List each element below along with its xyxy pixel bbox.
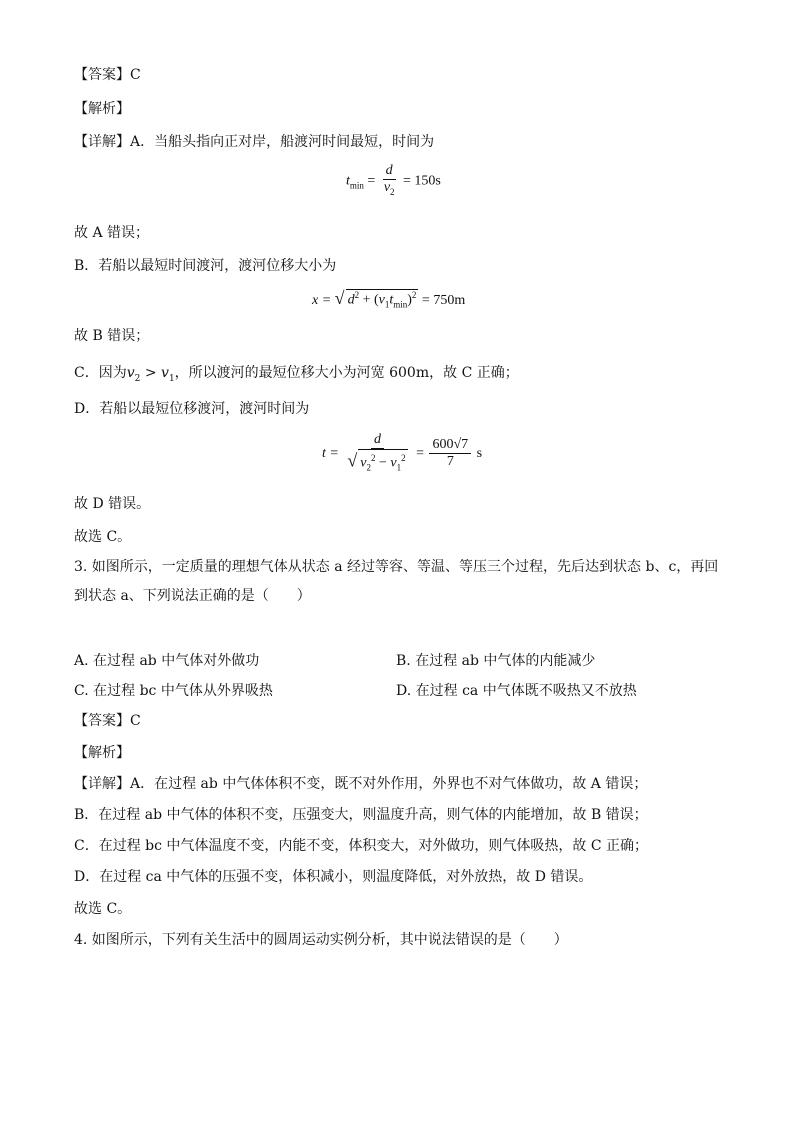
formula-t: t: [346, 173, 350, 189]
formula-t-min-displacement: t = $\frac{d}{√ v_2^2 - v_1^2}$ = $\frac{600√7}{7}$ s: [322, 432, 482, 475]
conclusion-d: 故 D 错误。: [74, 496, 151, 512]
q3-detail-d: D．在过程 ca 中气体的压强不变，体积减小，则温度降低，对外放热，故 D 错误。: [74, 869, 593, 885]
q3-detail-b: B．在过程 ab 中气体的体积不变，压强变大，则温度升高，则气体的内能增加，故 B 错误；: [74, 807, 648, 823]
formula-den-sub: 2: [390, 186, 395, 197]
analysis-label: 【解析】: [74, 101, 130, 117]
q3-analysis-label: 【解析】: [74, 745, 130, 761]
formula3-num: d: [371, 432, 384, 449]
q3-choose: 故选 C。: [74, 901, 132, 917]
detail-c-v2-sub: 2: [134, 373, 141, 384]
detail-d: D．若船以最短位移渡河，渡河时间为: [74, 401, 310, 417]
q3-stem-line1: 3. 如图所示，一定质量的理想气体从状态 a 经过等容、等温、等压三个过程，先后达到状态 b、c，再回: [74, 559, 719, 575]
detail-c-gt: >: [140, 365, 162, 381]
radicand-d: d: [347, 293, 355, 308]
formula3-rhs-den: 7: [446, 454, 454, 470]
radicand-close: ): [407, 293, 412, 308]
formula-num: d: [383, 163, 396, 180]
formula-rhs: = 150s: [403, 173, 441, 189]
conclusion-a: 故 A 错误；: [74, 225, 150, 241]
detail-c-rest: ，所以渡河的最短位移大小为河宽 600m，故 C 正确；: [174, 365, 519, 381]
formula3-unit: s: [476, 445, 483, 461]
formula-x: x = √ $d^2 + (v_1t_{min})^2 = 750m$: [312, 288, 466, 310]
answer-label: 【答案】C: [74, 67, 141, 83]
formula3-lhs: t =: [322, 445, 339, 461]
q3-detail-c: C．在过程 bc 中气体温度不变，内能不变，体积变大，对外做功，则气体吸热，故 C 正确；: [74, 838, 649, 854]
formula-den-v: v: [383, 180, 391, 195]
formula3-rhs-num: 600√7: [429, 437, 471, 454]
q3-option-c: C. 在过程 bc 中气体从外界吸热: [74, 683, 273, 699]
detail-c-v2: v: [126, 365, 135, 381]
radicand-v-sub: 1: [384, 299, 390, 310]
formula-x-lhs: x =: [312, 293, 332, 308]
choose-q2: 故选 C。: [74, 529, 132, 545]
detail-c-v1: v: [161, 365, 169, 381]
radicand-v: v: [378, 293, 385, 308]
q3-option-a: A. 在过程 ab 中气体对外做功: [74, 653, 260, 669]
formula-t-sub: min: [349, 180, 364, 191]
q3-stem-line2: 到状态 a、下列说法正确的是（ ）: [74, 588, 311, 604]
radicand-t: t: [389, 293, 394, 308]
q3-option-b: B. 在过程 ab 中气体的内能减少: [396, 653, 596, 669]
formula-x-rhs: = 750m: [421, 293, 466, 308]
formula3-den-v2: v: [360, 455, 367, 471]
radicand-t-sub: min: [393, 299, 408, 310]
detail-c: [74, 364, 519, 388]
radicand-plus: + (: [359, 293, 379, 308]
q3-answer-label: 【答案】C: [74, 713, 141, 729]
formula-tmin: $t_{min}$ = $\frac{d}{v_2}$ = 150s: [346, 163, 441, 197]
detail-a: 【详解】A．当船头指向正对岸，船渡河时间最短，时间为: [74, 134, 435, 150]
detail-b: B．若船以最短时间渡河，渡河位移大小为: [74, 258, 337, 274]
detail-c-v1-sub: 1: [168, 373, 175, 384]
q3-option-d: D. 在过程 ca 中气体既不吸热又不放热: [396, 683, 637, 699]
q3-detail-a: 【详解】A．在过程 ab 中气体体积不变，既不对外作用，外界也不对气体做功，故 A 错误；: [74, 776, 648, 792]
q4-stem: 4. 如图所示，下列有关生活中的圆周运动实例分析，其中说法错误的是（ ）: [74, 932, 568, 948]
detail-c-prefix: C．因为: [74, 365, 127, 381]
conclusion-b: 故 B 错误；: [74, 328, 150, 344]
